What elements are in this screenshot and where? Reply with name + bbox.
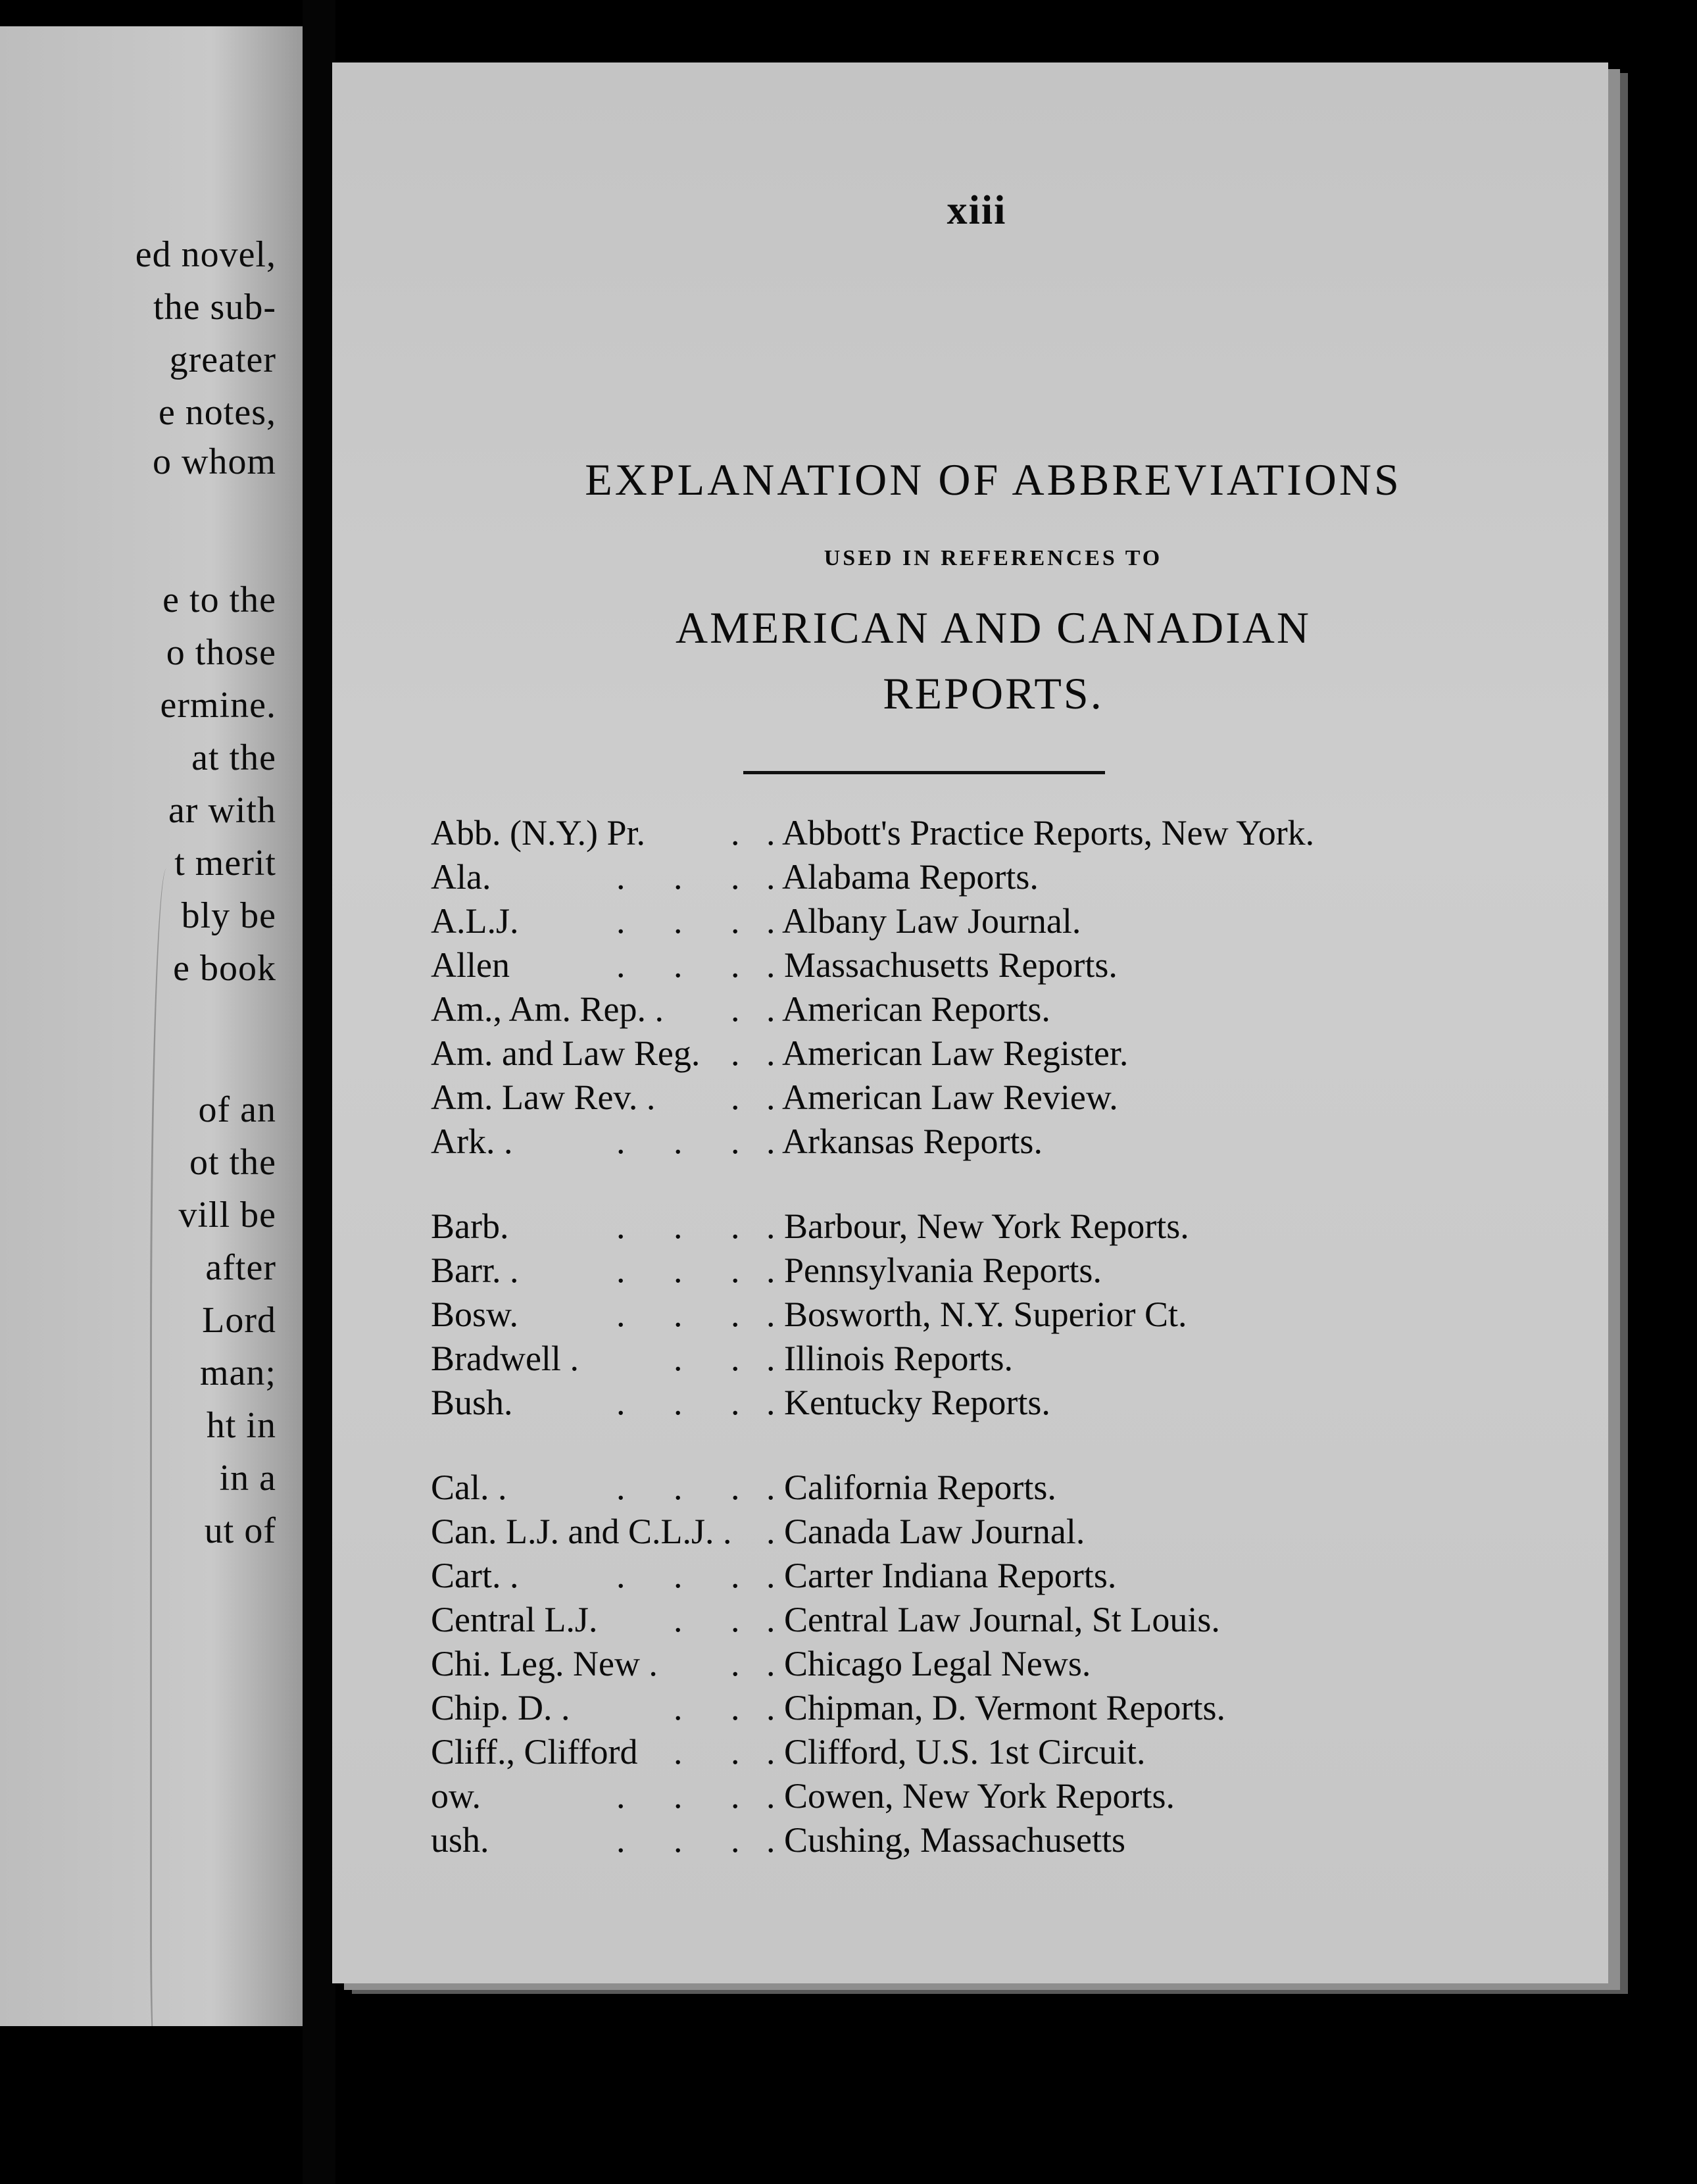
abbreviation-entry <box>431 1643 1615 1687</box>
left-page-text-line: the sub- <box>153 287 276 328</box>
abbreviation: Chi. Leg. New . <box>431 1644 658 1683</box>
leader-dots: . . . <box>616 1556 760 1595</box>
abbreviation-entry <box>431 1555 1615 1599</box>
abbreviation-list <box>431 812 1615 1864</box>
abbreviation: Ala. <box>431 857 491 897</box>
left-page-text-line: t merit <box>174 843 276 883</box>
abbreviation: Am. and Law Reg. <box>431 1033 701 1073</box>
divider-rule <box>743 771 1105 774</box>
book-gutter <box>303 0 335 2184</box>
abbreviation-meaning: . Pennsylvania Reports. <box>766 1251 1102 1290</box>
abbreviation-entry <box>431 1250 1615 1294</box>
page-title: EXPLANATION OF ABBREVIATIONS <box>585 455 1402 505</box>
abbreviation-meaning: . Albany Law Journal. <box>766 901 1081 941</box>
abbreviation-meaning: . American Reports. <box>766 989 1050 1029</box>
abbreviation: ush. <box>431 1820 489 1860</box>
abbreviation-meaning: . Cushing, Massachusetts <box>766 1820 1125 1860</box>
current-page <box>332 62 1608 1983</box>
section-heading-line1: AMERICAN AND CANADIAN <box>676 603 1311 653</box>
abbreviation-entry <box>431 1338 1615 1382</box>
abbreviation-meaning: . Chipman, D. Vermont Reports. <box>766 1688 1225 1727</box>
left-page-text-line: ar with <box>168 790 276 831</box>
previous-page-fragment <box>0 26 303 2026</box>
leader-dots: . . <box>674 1600 760 1639</box>
abbreviation: Am., Am. Rep. . <box>431 989 664 1029</box>
abbreviation: Central L.J. <box>431 1600 598 1639</box>
left-page-text-line: ht in <box>206 1405 276 1446</box>
abbreviation-meaning: . Abbott's Practice Reports, New York. <box>766 813 1315 853</box>
left-page-text-line: Lord <box>202 1300 276 1341</box>
abbreviation-meaning: . Alabama Reports. <box>766 857 1039 897</box>
abbreviation-entry <box>431 1077 1615 1121</box>
left-page-text-line: man; <box>200 1353 276 1393</box>
leader-dots: . . . <box>616 1383 760 1422</box>
page-subtitle: USED IN REFERENCES TO <box>824 546 1163 570</box>
left-page-text-line: o those <box>166 632 276 673</box>
abbreviation-meaning: . Massachusetts Reports. <box>766 945 1118 985</box>
abbreviation: Abb. (N.Y.) Pr. <box>431 813 646 853</box>
section-heading-line2: REPORTS. <box>883 668 1104 718</box>
abbreviation: ow. <box>431 1776 481 1816</box>
abbreviation: Cart. . <box>431 1556 519 1595</box>
left-page-text-line: in a <box>219 1458 276 1499</box>
left-page-text-line: vill be <box>178 1195 276 1235</box>
page-number: xiii <box>947 188 1007 233</box>
abbreviation-meaning: . American Law Review. <box>766 1078 1118 1117</box>
left-page-text-line: ot the <box>189 1142 276 1183</box>
abbreviation-entry <box>431 856 1615 901</box>
leader-dots: . . . <box>616 901 760 941</box>
abbreviation: Bush. <box>431 1383 513 1422</box>
abbreviation-entry <box>431 1033 1615 1077</box>
leader-dots: . . . <box>616 1295 760 1334</box>
leader-dots: . . . <box>616 1468 760 1507</box>
abbreviation-meaning: . Bosworth, N.Y. Superior Ct. <box>766 1295 1187 1334</box>
abbreviation-entry <box>431 1294 1615 1338</box>
abbreviation-entry <box>431 989 1615 1033</box>
left-page-text-line: at the <box>191 737 276 778</box>
left-page-text-line: o whom <box>153 441 276 482</box>
page-tear <box>150 868 191 2026</box>
abbreviation: Can. L.J. and C.L.J. . <box>431 1512 732 1551</box>
left-page-text-line: greater <box>169 339 276 380</box>
abbreviation-meaning: . California Reports. <box>766 1468 1056 1507</box>
left-page-text-line: after <box>205 1247 276 1288</box>
leader-dots: . . <box>674 1688 760 1727</box>
leader-dots: . <box>731 1033 760 1073</box>
abbreviation-meaning: . American Law Register. <box>766 1033 1129 1073</box>
abbreviation: Ark. . <box>431 1122 513 1161</box>
leader-dots: . . <box>674 1732 760 1772</box>
abbreviation: Allen <box>431 945 510 985</box>
abbreviation-entry <box>431 945 1615 989</box>
left-page-text-line: ermine. <box>160 685 276 726</box>
abbreviation: Am. Law Rev. . <box>431 1078 656 1117</box>
abbreviation-meaning: . Chicago Legal News. <box>766 1644 1091 1683</box>
abbreviation: Barb. <box>431 1206 509 1246</box>
abbreviation-meaning: . Kentucky Reports. <box>766 1383 1050 1422</box>
left-page-text-line: e book <box>173 948 276 989</box>
abbreviation: Cal. . <box>431 1468 507 1507</box>
abbreviation-entry <box>431 1511 1615 1555</box>
abbreviation: Cliff., Clifford <box>431 1732 638 1772</box>
abbreviation: Chip. D. . <box>431 1688 570 1727</box>
left-page-text-line: of an <box>198 1089 276 1130</box>
left-page-text-line: ed novel, <box>135 234 276 275</box>
left-page-text-line: ut of <box>204 1510 276 1551</box>
group-spacer <box>431 1426 1615 1467</box>
abbreviation: Bradwell . <box>431 1339 579 1378</box>
abbreviation-entry <box>431 1382 1615 1426</box>
abbreviation-entry <box>431 901 1615 945</box>
left-page-text-line: bly be <box>181 895 276 936</box>
leader-dots: . . <box>674 1339 760 1378</box>
leader-dots: . . . <box>616 1820 760 1860</box>
leader-dots: . . . <box>616 1122 760 1161</box>
abbreviation-entry <box>431 1206 1615 1250</box>
leader-dots: . <box>731 1078 760 1117</box>
abbreviation-entry <box>431 1687 1615 1731</box>
abbreviation-entry <box>431 1467 1615 1511</box>
abbreviation: A.L.J. <box>431 901 519 941</box>
abbreviation-meaning: . Arkansas Reports. <box>766 1122 1043 1161</box>
leader-dots: . . . <box>616 1251 760 1290</box>
left-page-text-line: e notes, <box>158 392 276 433</box>
abbreviation-meaning: . Carter Indiana Reports. <box>766 1556 1117 1595</box>
abbreviation-meaning: . Illinois Reports. <box>766 1339 1013 1378</box>
abbreviation-meaning: . Barbour, New York Reports. <box>766 1206 1189 1246</box>
abbreviation-entry <box>431 1731 1615 1775</box>
abbreviation-meaning: . Canada Law Journal. <box>766 1512 1085 1551</box>
leader-dots: . <box>731 813 760 853</box>
leader-dots: . <box>731 989 760 1029</box>
left-page-text-line: e to the <box>162 580 276 620</box>
abbreviation-entry <box>431 1121 1615 1165</box>
leader-dots: . . . <box>616 1776 760 1816</box>
abbreviation-entry <box>431 1599 1615 1643</box>
leader-dots: . . . <box>616 945 760 985</box>
leader-dots: . . . <box>616 1206 760 1246</box>
abbreviation: Bosw. <box>431 1295 519 1334</box>
abbreviation-meaning: . Cowen, New York Reports. <box>766 1776 1175 1816</box>
abbreviation-entry <box>431 1775 1615 1820</box>
leader-dots: . . . <box>616 857 760 897</box>
leader-dots: . <box>731 1644 760 1683</box>
abbreviation-entry <box>431 812 1615 856</box>
group-spacer <box>431 1165 1615 1206</box>
abbreviation-meaning: . Central Law Journal, St Louis. <box>766 1600 1220 1639</box>
abbreviation-entry <box>431 1820 1615 1864</box>
abbreviation-meaning: . Clifford, U.S. 1st Circuit. <box>766 1732 1146 1772</box>
abbreviation: Barr. . <box>431 1251 519 1290</box>
